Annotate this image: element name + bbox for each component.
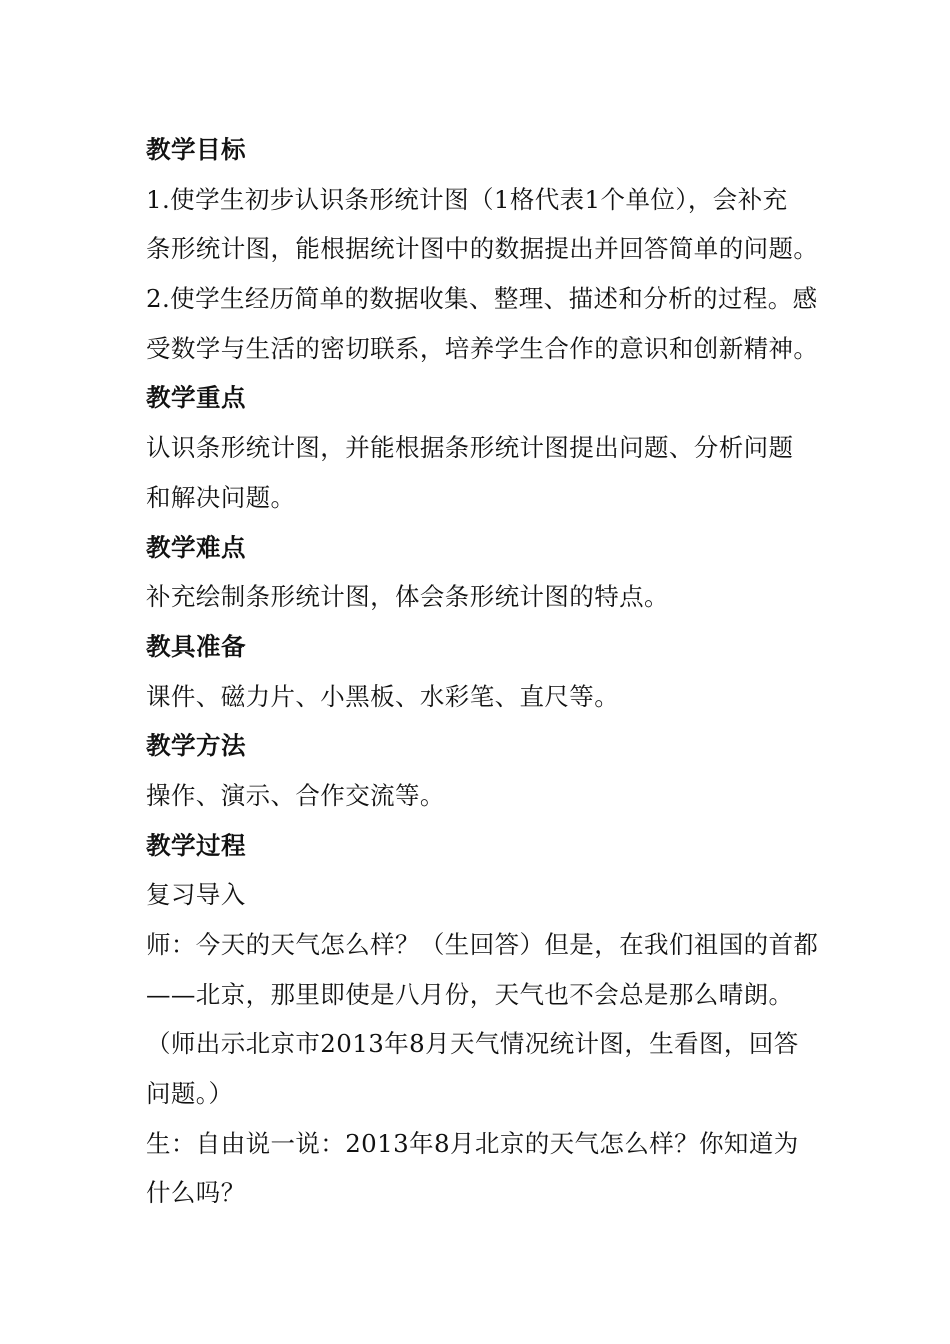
document-page [146,125,826,1218]
goal-2-line-1: 2.使学生经历简单的数据收集、整理、描述和分析的过程。感 [146,284,818,314]
process-line-5: 生：自由说一说：2013年8月北京的天气怎么样？你知道为 [146,1128,799,1158]
heading-key-points: 教学重点 [146,383,246,413]
key-points-line-1: 认识条形统计图，并能根据条形统计图提出问题、分析问题 [146,433,794,463]
teaching-aids-line-1: 课件、磁力片、小黑板、水彩笔、直尺等。 [146,681,620,711]
process-line-3: （师出示北京市2013年8月天气情况统计图，生看图，回答 [146,1029,799,1059]
goal-2-line-2: 受数学与生活的密切联系，培养学生合作的意识和创新精神。 [146,333,819,363]
key-points-line-2: 和解决问题。 [146,482,296,512]
process-line-1: 师：今天的天气怎么样？（生回答）但是，在我们祖国的首都 [146,930,819,959]
process-line-2: ——北京，那里即使是八月份，天气也不会总是那么晴朗。 [146,979,794,1009]
goal-1-line-2: 条形统计图，能根据统计图中的数据提出并回答简单的问题。 [146,234,819,264]
heading-teaching-process: 教学过程 [146,830,246,860]
goal-1-line-1: 1.使学生初步认识条形统计图（1格代表1个单位），会补充 [146,184,788,214]
process-line-4: 问题。） [146,1079,234,1109]
heading-teaching-aids: 教具准备 [146,631,246,661]
teaching-methods-line-1: 操作、演示、合作交流等。 [146,780,445,810]
process-review-intro: 复习导入 [146,880,246,910]
heading-teaching-goals: 教学目标 [146,135,246,164]
heading-teaching-methods: 教学方法 [146,731,246,761]
process-line-6: 什么吗？ [146,1178,246,1208]
heading-difficulties: 教学难点 [146,532,246,562]
difficulties-line-1: 补充绘制条形统计图，体会条形统计图的特点。 [146,582,669,612]
